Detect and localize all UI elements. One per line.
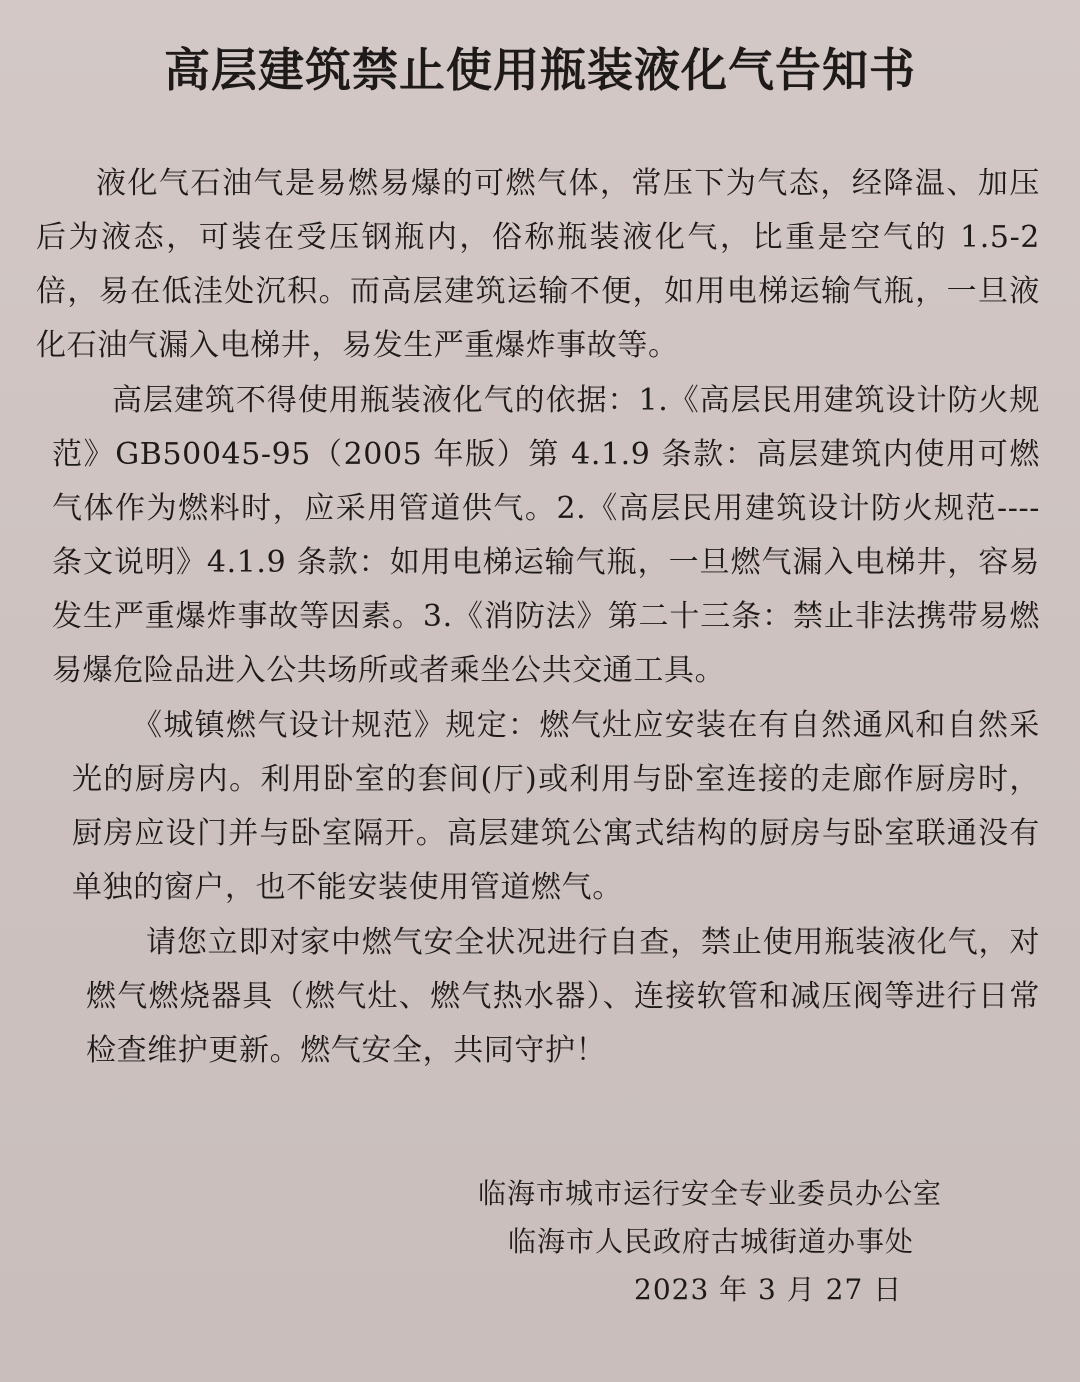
paragraph-gas-design-code: 《城镇燃气设计规范》规定：燃气灶应安装在有自然通风和自然采光的厨房内。利用卧室的套间(厅)或利用与卧室连接的走廊作厨房时，厨房应设门并与卧室隔开。高层建筑公寓式结构的厨房与卧室联通没有单独的窗户，也不能安装使用管道燃气。 <box>72 708 1040 905</box>
issue-date: 2023 年 3 月 27 日 <box>634 1273 903 1306</box>
issuer-gucheng-subdistrict-office: 临海市人民政府古城街道办事处 <box>508 1225 915 1258</box>
paragraph-self-inspection: 请您立即对家中燃气安全状况进行自查，禁止使用瓶装液化气，对燃气燃烧器具（燃气灶、燃气热水器）、连接软管和减压阀等进行日常检查维护更新。燃气安全，共同守护！ <box>86 925 1040 1068</box>
notice-body <box>32 157 1040 1078</box>
signature-block <box>460 1170 1020 1314</box>
paragraph-lpg-hazard: 液化气石油气是易燃易爆的可燃气体，常压下为气态，经降温、加压后为液态，可装在受压钢瓶内，俗称瓶装液化气，比重是空气的 1.5-2 倍，易在低洼处沉积。而高层建筑运输不便，如用电梯运输气瓶，一旦液化石油气漏入电梯井，易发生严重爆炸事故等。 <box>36 166 1040 363</box>
paragraph-legal-basis: 高层建筑不得使用瓶装液化气的依据：1.《高层民用建筑设计防火规范》GB50045-95（2005 年版）第 4.1.9 条款：高层建筑内使用可燃气体作为燃料时，应采用管道供气。2.《高层民用建筑设计防火规范----条文说明》4.1.9 条款：如用电梯运输气瓶，一旦燃气漏入电梯井，容易发生严重爆炸事故等因素。3.《消防法》第二十三条：禁止非法携带易燃易爆危险品进入公共场所或者乘坐公共交通工具。 <box>52 383 1040 688</box>
issuer-safety-committee-office: 临海市城市运行安全专业委员办公室 <box>478 1177 943 1210</box>
notice-title: 高层建筑禁止使用瓶装液化气告知书 <box>164 43 916 97</box>
